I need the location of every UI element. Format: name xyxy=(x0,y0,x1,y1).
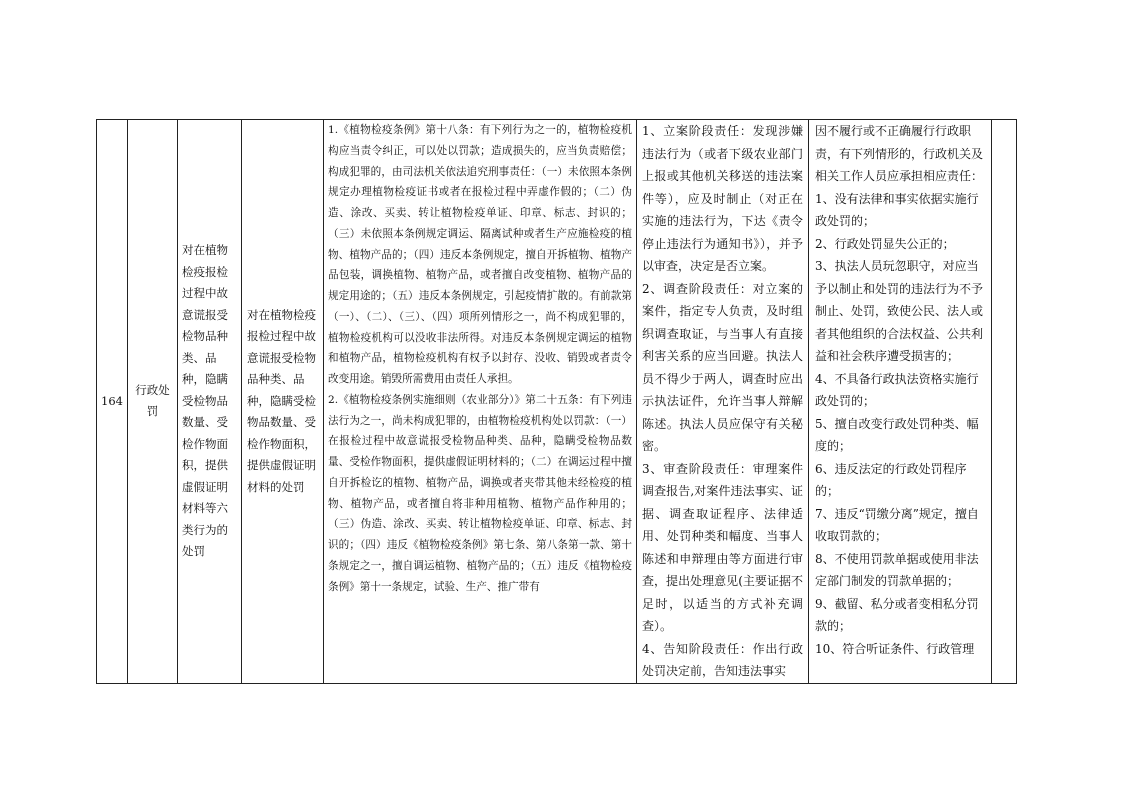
duty-item: 2、调查阶段责任：对立案的案件，指定专人负责，及时组织调查取证，与当事人有直接利害关系的应当回避。执法人员不得少于两人，调查时应出示执法证件，允许当事人辩解陈述。执法人员应保守有关秘密。 xyxy=(642,281,803,453)
liability-item: 1、没有法律和事实依据实施行政处罚的； xyxy=(815,191,979,228)
liability-item: 7、违反“罚缴分离”规定，擅自收取罚款的； xyxy=(815,506,979,543)
power-list-table xyxy=(96,119,1017,684)
liability-intro: 因不履行或不正确履行行政职责，有下列情形的，行政机关及相关工作人员应承担相应责任： xyxy=(815,124,984,183)
liability-item: 5、擅自改变行政处罚种类、幅度的； xyxy=(815,416,979,453)
legal-basis-clause-1: 1.《植物检疫条例》第十八条：有下列行为之一的，植物检疫机构应当责令纠正，可以处以罚款；造成损失的，应当负责赔偿；构成犯罪的，由司法机关依法追究刑事责任：（一）未依照本条例规定办理植物检疫证书或者在报检过程中弄虚作假的；（二）伪造、涂改、买卖、转让植物检疫单证、印章、标志、封识的；（三）未依照本条例规定调运、隔离试种或者生产应施检疫的植物、植物产品的；（四）违反本条例规定，擅自开拆植物、植物产品包装，调换植物、植物产品，或者擅自改变植物、植物产品的规定用途的；（五）违反本条例规定，引起疫情扩散的。有前款第（一）、（二）、（三）、（四）项所列情形之一，尚不构成犯罪的，植物检疫机构可以没收非法所得。对违反本条例规定调运的植物和植物产品，植物检疫机构有权予以封存、没收、销毁或者责令改变用途。销毁所需费用由责任人承担。 xyxy=(328,124,632,385)
liability-item: 9、截留、私分或者变相私分罚款的； xyxy=(815,596,979,633)
legal-basis xyxy=(324,120,637,684)
liability-item: 8、不使用罚款单据或使用非法定部门制发的罚款单据的； xyxy=(815,551,979,588)
liability-item: 3、执法人员玩忽职守，对应当予以制止和处罚的违法行为不予制止、处罚，致使公民、法人或者其他组织的合法权益、公共利益和社会秩序遭受损害的； xyxy=(815,259,984,363)
duty-item: 1、立案阶段责任：发现涉嫌违法行为（或者下级农业部门上报或其他机关移送的违法案件等），应及时制止（对正在实施的违法行为，下达《责令停止违法行为通知书》），并予以审查，决定是否立案。 xyxy=(642,124,803,273)
power-category: 行政处罚 xyxy=(128,120,178,684)
row-number: 164 xyxy=(97,120,128,684)
liability-item: 6、违反法定的行政处罚程序的； xyxy=(815,461,967,498)
accountability-items xyxy=(809,120,992,684)
responsibility-items xyxy=(637,120,809,684)
duty-item: 4、告知阶段责任：作出行政处罚决定前，告知违法事实 xyxy=(642,641,803,678)
liability-item: 4、不具备行政执法资格实施行政处罚的； xyxy=(815,371,979,408)
duty-item: 3、审查阶段责任：审理案件调查报告,对案件违法事实、证据、调查取证程序、法律适用、处罚种类和幅度、当事人陈述和申辩理由等方面进行审查，提出处理意见(主要证据不足时，以适当的方式补充调查）。 xyxy=(642,461,803,633)
legal-basis-clause-2: 2.《植物检疫条例实施细则（农业部分）》第二十五条：有下列违法行为之一，尚未构成犯罪的，由植物检疫机构处以罚款：（一）在报检过程中故意谎报受检物品种类、品种，隐瞒受检物品数量、受检作物面积，提供虚假证明材料的；（二）在调运过程中擅自开拆检讫的植物、植物产品，调换或者夹带其他未经检疫的植物、植物产品，或者擅自将非种用植物、植物产品作种用的；（三）伪造、涂改、买卖、转让植物检疫单证、印章、标志、封识的；（四）违反《植物检疫条例》第七条、第八条第一款、第十条规定之一，擅自调运植物、植物产品的；（五）违反《植物检疫条例》第十一条规定，试验、生产、推广带有 xyxy=(328,393,632,593)
remarks-cell xyxy=(992,120,1017,684)
liability-item: 2、行政处罚显失公正的； xyxy=(815,236,955,251)
table-row xyxy=(97,120,1017,684)
power-sub-item: 对在植物检疫报检过程中故意谎报受检物品种类、品种，隐瞒受检物品数量、受检作物面积，提供虚假证明材料的处罚 xyxy=(242,120,324,684)
power-item-name: 对在植物检疫报检过程中故意谎报受检物品种类、品种，隐瞒受检物品数量、受检作物面积，提供虚假证明材料等六类行为的处罚 xyxy=(178,120,242,684)
liability-item: 10、符合听证条件、行政管理 xyxy=(815,641,975,656)
